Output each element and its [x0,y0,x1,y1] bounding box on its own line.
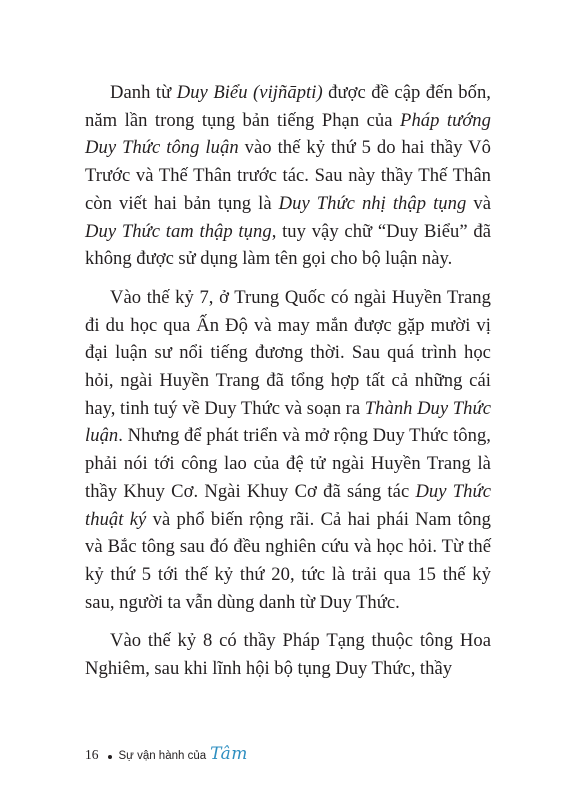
text-segment: Vào thế kỷ 8 có thầy Pháp Tạng thuộc tông Hoa Nghiêm, sau khi lĩnh hội bộ tụng Duy Thức, thầy [85,630,491,680]
bullet-separator-icon [108,755,112,759]
page-footer [85,744,248,768]
text-segment: vào thế kỷ thứ 5 do hai thầy Vô Trước và Thế Thân trước tác. Sau này thầy Thế Thân còn viết hai bản tụng là [85,137,492,214]
book-title-script: Tâm [210,744,248,764]
text-segment: và [466,192,491,214]
page-number: 16 [85,747,99,762]
italic-term: Duy Thức thuật ký [85,480,492,530]
text-segment: , tuy vậy chữ “Duy Biểu” đã không được sử dụng làm tên gọi cho bộ luận này. [85,220,491,270]
paragraph-3 [85,627,491,682]
italic-term: Pháp tướng Duy Thức tông luận [85,109,491,159]
text-segment: . Nhưng để phát triển và mở rộng Duy Thức tông, phải nói tới công lao của đệ tử ngài Huyền Trang là thầy Khuy Cơ. Ngài Khuy Cơ đã sáng tác [85,425,491,502]
italic-term: Duy Thức nhị thập tụng [278,192,467,214]
text-segment: được đề cập đến bốn, năm lần trong tụng bản tiếng Phạn của [85,82,491,131]
paragraph-2 [85,284,491,616]
paragraph-1 [85,79,491,273]
text-segment: Vào thế kỷ 7, ở Trung Quốc có ngài Huyền Trang đi du học qua Ấn Độ và may mắn được gặp mười vị đại luận sư nổi tiếng đương thời. Sau quá trình học hỏi, ngài Huyền Trang đã tổng hợp tất cả những cái hay, tinh tuý về Duy Thức và soạn ra [85,286,491,419]
running-book-title: Sự vận hành của [118,750,207,762]
italic-term: Duy Biểu (vijñāpti) [176,82,323,103]
text-segment: và phổ biến rộng rãi. Cả hai phái Nam tông và Bắc tông sau đó đều nghiên cứu và học hỏi. Từ thế kỷ thứ 5 tới thế kỷ thứ 20, tức là trải qua 15 thế kỷ sau, người ta vẫn dùng danh từ Duy Thức. [85,508,491,613]
text-segment: Danh từ [110,82,177,103]
italic-term: Thành Duy Thức luận [85,397,491,447]
italic-term: Duy Thức tam thập tụng [85,220,272,242]
body-text [85,79,491,683]
